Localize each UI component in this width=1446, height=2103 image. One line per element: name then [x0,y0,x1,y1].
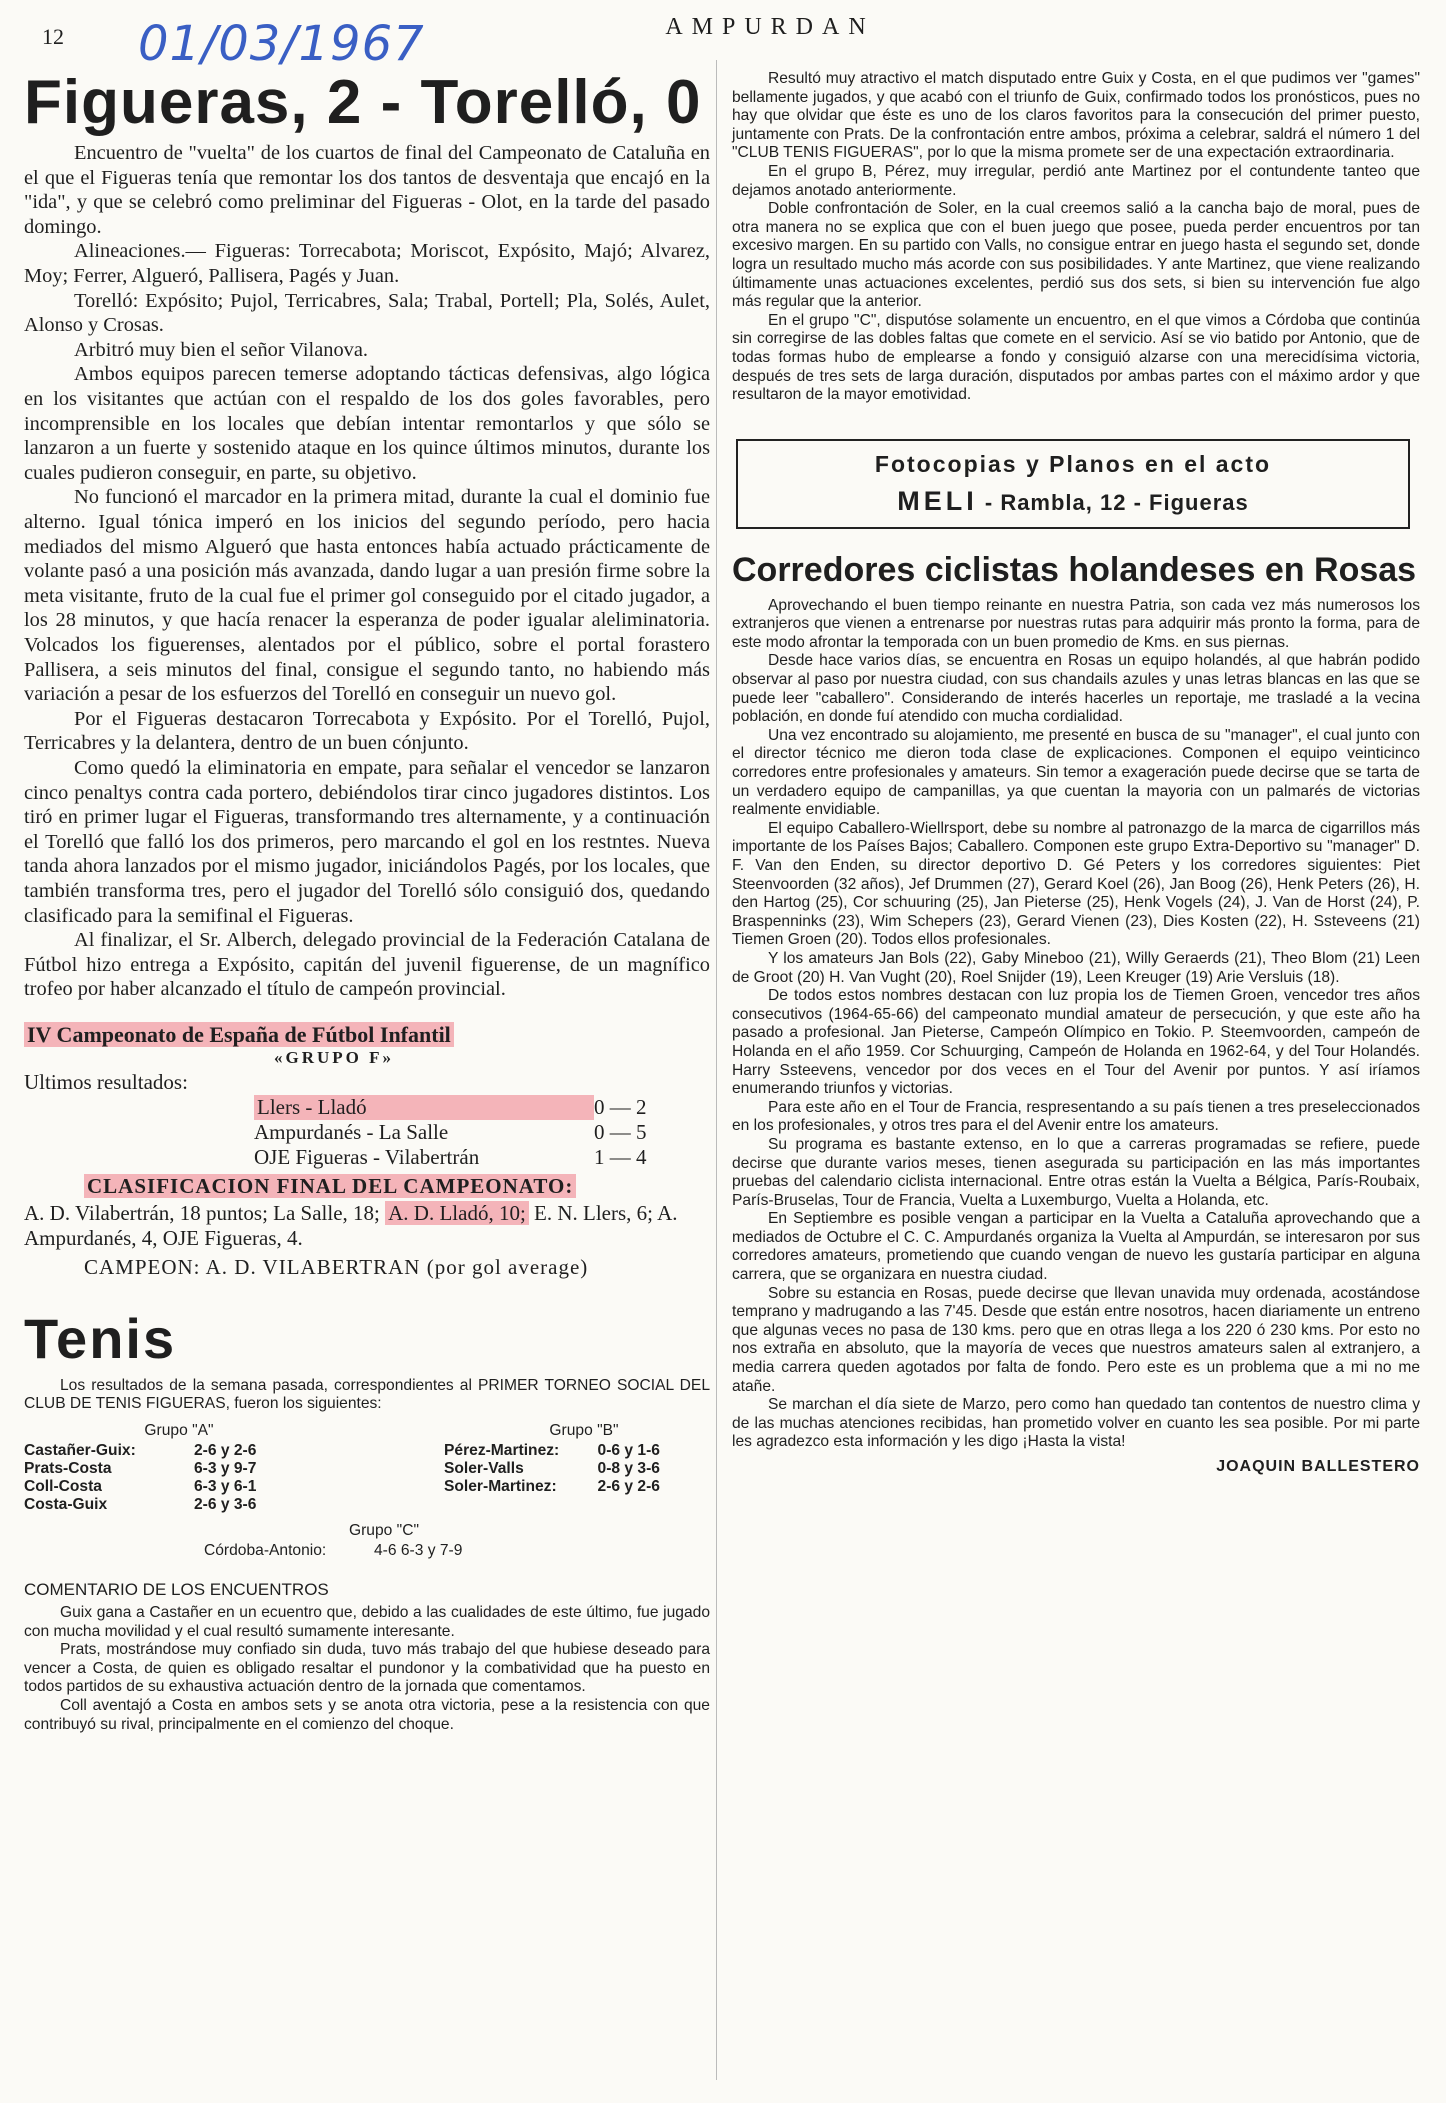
result-score: 0 — 2 [594,1094,647,1119]
futbol-paragraph: Arbitró muy bien el señor Vilanova. [74,338,369,361]
tenis-grupo-b [444,1422,724,1496]
tenis-match: Costa-Guix [24,1496,108,1514]
grupo-title: Grupo "C" [348,1522,419,1540]
futbol-headline: Figueras, 2 - Torelló, 0 [24,68,702,137]
tenis-grupo-a [24,1422,334,1514]
tenis-row [24,1460,334,1478]
futbol-paragraph: Al finalizar, el Sr. Alberch, delegado provincial de la Federación Catalana de Fútbol hizo entrega a Expósito, capitán del juvenil figuerense, de un magnífico trofeo por haber alcanzado el título de campeón provincial. [24,929,710,1001]
clasif-highlight: A. D. Lladó, 10; [385,1201,529,1225]
clasif-title: CLASIFICACION FINAL DEL CAMPEONATO: [84,1174,576,1198]
infantil-title: IV Campeonato de España de Fútbol Infantil [24,1022,454,1047]
tenis-score: 4-6 6-3 y 7-9 [374,1542,463,1560]
ad-line1: Fotocopias y Planos en el acto [874,450,1272,477]
ciclistas-paragraph: Su programa es bastante extenso, en lo que a carreras programadas se refiere, puede decirse que durante varios meses, tienen asegurada su participación en las más importantes pruebas del calendario ciclista internacional. Entre otras están la Vuelta a Bélgica, París-Roubaix, París-Bruselas, Tour de Francia, Vuelta a Luxemburgo, Vuelta a Holanda, etc. [732,1135,1420,1209]
tenis-results [24,1422,710,1572]
result-match: Ampurdanés - La Salle [254,1119,449,1144]
clasif-part1: A. D. Vilabertrán, 18 puntos; La Salle, 18; [24,1200,380,1225]
tenis-score: 2-6 y 2-6 [597,1478,660,1496]
result-score: 1 — 4 [594,1144,647,1169]
result-row [254,1120,684,1145]
tenis-row [204,1542,564,1560]
campeon-line: CAMPEON: A. D. VILABERTRAN (por gol average) [84,1254,589,1279]
futbol-article [24,70,710,1002]
page-number: 12 [42,24,64,49]
tenis-score: 6-3 y 6-1 [194,1478,257,1496]
result-row [254,1095,684,1120]
tenis-paragraph: En el grupo "C", disputóse solamente un encuentro, en el que vimos a Córdoba que continúa sin corregirse de las dobles faltas que comete en el servicio. Así se vio batido por Antonio, que de todas formas hubo de emplearse a fondo y consiguió alzarse con una merecidísima victoria, después de tres sets de larga duración, disputados por ambas partes con el máximo ardor y que resultaron de la mayor emotividad. [732,311,1420,404]
comentario-paragraph: Guix gana a Castañer en un ecuentro que, debido a las cualidades de este último, fue jugado con mucha movilidad y el cual resultó sumamente interesante. [24,1604,710,1640]
result-match: Llers - Lladó [254,1095,594,1120]
futbol-paragraph: Como quedó la eliminatoria en empate, para señalar el vencedor se lanzaron cinco penaltys contra cada portero, debiéndolos tirar cinco jugadores distintos. Los tiró en primer lugar el Figueras, transformando tres alternamente, y a continuación el Torelló que falló los dos primeros, pero marcando el gol en los restntes. Nueva tanda ahora lanzados por el mismo jugador, iniciándolos Pagés, por los locales, que también transforma tres, pero el jugador del Torelló sólo consiguió dos, quedando clasificado para la semifinal el Figueras. [24,756,710,927]
tenis-score: 0-6 y 1-6 [597,1442,660,1460]
tenis-continuation [732,70,1420,405]
futbol-paragraph: Encuentro de "vuelta" de los cuartos de final del Campeonato de Cataluña en el que el Figueras tenía que remontar los dos tantos de desventaja que encajó en la "ida", y que se celebró como preliminar del Figueras - Olot, en la tarde del pasado domingo. [24,142,710,238]
tenis-grupo-c [204,1522,564,1560]
ciclistas-paragraph: De todos estos nombres destacan con luz propia los de Tiemen Groen, vencedor tres años consecutivos (1964-65-66) del campeonato mundial amateur de persecución, y que este año ha pasado a profesional. Jan Pieterse, Campeón Olímpico en Tokio. P. Steemvoorden, campeón de Holanda en el año 1959. Cor Schuurging, Campeón de Holanda en 1962-64, y del Tour Holandés. Harry Ssteevens, vencedor por dos veces en el Tour del Avenir por puntos. Y así iríamos enumerando triunfos y victorias. [732,987,1420,1098]
tenis-row [24,1442,334,1460]
ad-line2 [746,486,1400,517]
tenis-row [24,1478,334,1496]
ciclistas-paragraph: Para este año en el Tour de Francia, respresentando a su país tienen a tres preseleccionados en los profesionales, y otros tres para el del Avenir entre los amateurs. [732,1098,1420,1135]
tenis-match: Prats-Costa [24,1460,112,1478]
tenis-paragraph: Resultó muy atractivo el match disputado entre Guix y Costa, en el que pudimos ver "games" bellamente jugados, y que acabó con el triunfo de Guix, confirmado todos los pronósticos, pues no hay que olvidar que éste es uno de los claros favoritos para la consecución del primer puesto, juntamente con Prats. De la confrontación entre ambos, próxima a celebrar, saldrá el número 1 del "CLUB TENIS FIGUERAS", por lo que la misma promete ser de una expectación extraordinaria. [732,70,1420,162]
tenis-match: Córdoba-Antonio: [204,1542,327,1560]
tenis-score: 6-3 y 9-7 [194,1460,257,1478]
result-score: 0 — 5 [594,1119,647,1144]
column-divider [716,60,717,2080]
clasif-text [24,1201,710,1251]
tenis-score: 2-6 y 3-6 [194,1496,257,1514]
tenis-headline: Tenis [24,1306,177,1370]
ciclistas-paragraph: Aprovechando el buen tiempo reinante en nuestra Patria, son cada vez más numerosos los extranjeros que vienen a entrenarse por nuestras rutas para adquirir más pronto la forma, para de este modo afrontar la temporada con un buen promedio de Kms. en sus piernas. [732,596,1420,651]
tenis-match: Coll-Costa [24,1478,102,1496]
infantil-title-wrap [24,1022,710,1048]
infantil-group: «GRUPO F» [274,1047,395,1067]
ciclistas-paragraph: Una vez encontrado su alojamiento, me presenté en busca de su "manager", el cual junto con el director técnico me dieron toda clase de explicaciones. Componen el equipo veinticinco corredores entre profesionales y amateurs. Sin temor a exageración puede decirse que se tarta de un verdadero equipo de campanillas, ya que cuentan la mayoria con un palmarés de victorias realmente envidiable. [732,726,1420,819]
tenis-row [444,1442,724,1460]
tenis-match: Soler-Valls [444,1460,524,1478]
ciclistas-paragraph: Sobre su estancia en Rosas, puede decirse que llevan unavida muy ordenada, acostándose temprano y madrugando a las 7'45. Desde que están entre nosotros, hacen diariamente un entreno que algunas veces no pasa de 130 kms. pero que en otras llega a los 220 ó 230 kms. Por esto no nos extraña en absoluto, que la mayoría de veces que nuestros amateurs salen al extranjero, a media carrera queden agotados por falta de fondo. Pero este es un problema que a mi no me atañe. [732,1284,1420,1395]
tenis-score: 0-8 y 3-6 [597,1460,660,1478]
futbol-paragraph: Ambos equipos parecen temerse adoptando tácticas defensivas, algo lógica en los visitantes que actúan con el respaldo de los dos goles favorables, pero incomprensible en los locales que debían intentar remontarlos y que sólo se lanzaron a un fuerte y sostenido ataque en los quince últimos minutos, durante los cuales pudieron conseguir, en parte, su objetivo. [24,363,710,484]
tenis-paragraph: Doble confrontación de Soler, en la cual creemos salió a la cancha bajo de moral, pues de otra manera no se explica que con el buen juego que posee, pueda perder encuentros por tan excesivo margen. En su partido con Valls, no consigue entrar en juego hasta el segundo set, donde logra un resultado mucho más acorde con sus posibilidades. Y ante Martinez, que viene realizando últimamente unas actuaciones excelentes, perdió sus dos sets, si bien su intervención fue algo más regular que la anterior. [732,200,1420,311]
tenis-score: 2-6 y 2-6 [194,1442,257,1460]
tenis-match: Soler-Martinez: [444,1478,557,1496]
ciclistas-paragraph: Se marchan el día siete de Marzo, pero como han quedado tan contentos de nuestro clima y de las muchas atenciones recibidas, han prometido volver en cuanto les sea posible. Por mi parte les agradezco esta información y les digo ¡Hasta la vista! [732,1396,1420,1451]
tenis-paragraph: En el grupo B, Pérez, muy irregular, perdió ante Martinez por el contundente tanteo que dejamos anotado anteriormente. [732,162,1420,199]
tenis-row [444,1478,724,1496]
right-column [732,70,1420,1476]
ciclistas-article [732,549,1420,1476]
tenis-intro: Los resultados de la semana pasada, correspondientes al PRIMER TORNEO SOCIAL DEL CLUB DE TENIS FIGUERAS, fueron los siguientes: [24,1376,710,1413]
futbol-paragraph: Alineaciones.— Figueras: Torrecabota; Moriscot, Expósito, Majó; Alvarez, Moy; Ferrer, Algueró, Pallisera, Pagés y Juan. [24,240,710,288]
clasif-part2: E. N. Llers, 6; A. Ampurdanés, 4, OJE Figueras, 4. [24,1200,678,1250]
result-row [254,1145,684,1170]
comentario-paragraph: Prats, mostrándose muy confiado sin duda, tuvo más trabajo del que hubiese deseado para vencer a Costa, de quien es obligado resaltar el pundonor y la combatividad que ha puesto en todos partidos de su exhaustiva actuación dentro de la jornada que comentamos. [24,1641,710,1696]
futbol-paragraph: Por el Figueras destacaron Torrecabota y Expósito. Por el Torelló, Pujol, Terricabres y la delantera, dentro de un buen cónjunto. [24,707,710,755]
ad-address: - Rambla, 12 - Figueras [984,489,1249,515]
clasif-title-wrap [84,1174,710,1199]
ciclistas-paragraph: El equipo Caballero-Wiellrsport, debe su nombre al patronazgo de la marca de cigarrillos más importante de los Países Bajos; Caballero. Componen este grupo Extra-Deportivo su "manager" D. F. Van den Enden, su director deportivo D. Gé Peters y los corredores siguientes: Piet Steenvoorden (32 años), Jef Drummen (27), Gerard Koel (26), Jan Boog (26), Henk Peters (26), H. den Hartog (25), Cor schuuring (25), Jan Pieterse (25), Henk Vogels (24), J. Van de Horst (24), P. Braspenninks (23), Wim Schepers (23), Gerard Vienen (23), Dies Kosten (22), H. Ssteveens (21) Tiemen Groen (20). Todos ellos profesionales. [732,819,1420,949]
ciclistas-headline: Corredores ciclistas holandeses en Rosas [732,550,1417,589]
handwritten-date: 01/03/1967 [138,16,425,72]
ad-name: MELI [897,485,978,516]
tenis-row [24,1496,334,1514]
advertisement-box [736,439,1410,529]
comentario-title: COMENTARIO DE LOS ENCUENTROS [24,1580,329,1600]
masthead: AMPURDAN [665,14,875,40]
grupo-title: Grupo "A" [144,1422,214,1440]
results-label: Ultimos resultados: [24,1069,188,1094]
futbol-paragraph: Torelló: Expósito; Pujol, Terricabres, Sala; Trabal, Portell; Pla, Solés, Aulet, Alonso y Crosas. [24,289,710,337]
infantil-section [24,1022,710,1280]
grupo-title: Grupo "B" [549,1422,619,1440]
futbol-paragraph: No funcionó el marcador en la primera mitad, durante la cual el dominio fue alterno. Igual tónica imperó en los inicios del segundo período, pero hacia mediados del mismo Algueró que hasta entonces había actuado prácticamente de volante pasó a una posición más avanzada, dando lugar a uan presión firme sobre la meta visitante, fruto de la cual fue el primer gol conseguido por el citado jugador, a los 28 minutos, y que hacía renacer la esperanza de poder igualar aleliminatoria. Volcados los figuerenses, alentados por el público, sobre el portal forastero Pallisera, a seis minutos del final, consigue el segundo tanto, no habiendo más variación a pesar de los esfuerzos del Torelló en conseguir un nuevo gol. [24,486,710,706]
ciclistas-paragraph: Desde hace varios días, se encuentra en Rosas un equipo holandés, al que habrán podido observar al paso por nuestra ciudad, con sus chandails azules y unas letras blancas en las que se puede leer "caballero". Considerando de interés hacerles un reportaje, me trasladé a la vecina población, en donde fuí atendido con mucha cordialidad. [732,652,1420,726]
tenis-section [24,1306,710,1734]
result-match: OJE Figueras - Vilabertrán [254,1144,480,1169]
tenis-match: Castañer-Guix: [24,1442,136,1460]
byline: JOAQUIN BALLESTERO [1216,1458,1420,1475]
left-column [24,70,710,1734]
ciclistas-paragraph: Y los amateurs Jan Bols (22), Gaby Mineboo (21), Willy Geraerds (21), Theo Blom (21) Leen de Groot (20) H. Van Vught (20), Roel Snijder (19), Leen Kreuger (19) Arie Versluis (18). [732,949,1420,986]
ciclistas-paragraph: En Septiembre es posible vengan a participar en la Vuelta a Cataluña aprovechando que a mediados de Octubre el C. C. Ampurdanés organiza la Vuelta al Ampurdán, se interesaron por sus corredores amateurs, prometiendo que cuando vengan de nuevo les gustaría participar en alguna carrera, que se organizara en nuestra ciudad. [732,1210,1420,1284]
tenis-row [444,1460,724,1478]
tenis-match: Pérez-Martinez: [444,1442,560,1460]
comentario-paragraph: Coll aventajó a Costa en ambos sets y se anota otra victoria, pese a la resistencia con que contribuyó su rival, principalmente en el comienzo del choque. [24,1697,710,1733]
